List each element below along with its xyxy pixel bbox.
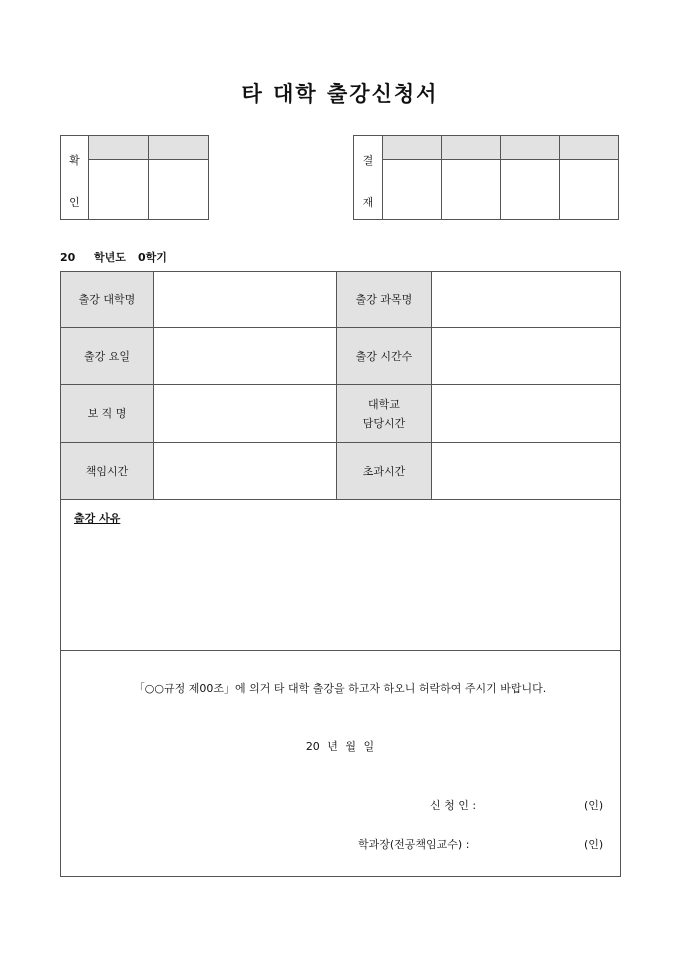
date-line: 20 년 월 일 [305, 740, 375, 753]
label-university-hours [337, 385, 432, 443]
semester-year: 20 [60, 251, 76, 264]
label-university-hours-line2: 담당시간 [362, 416, 406, 430]
label-university: 출강 대학명 [61, 272, 154, 328]
confirm-label-bottom: 인 [69, 196, 80, 209]
request-statement: 「○○규정 제00조」에 의거 타 대학 출강을 하고자 하오니 허락하여 주시기 바랍니다. [133, 682, 547, 695]
applicant-label: 신 청 인 : [430, 799, 477, 812]
application-form [60, 271, 621, 877]
label-course: 출강 과목명 [337, 272, 432, 328]
approval-label-bottom: 재 [362, 196, 374, 209]
reason-field[interactable] [61, 500, 621, 651]
approval-box [353, 135, 619, 220]
approval-label-top: 결 [362, 154, 374, 167]
confirm-sign-cell[interactable] [149, 160, 209, 220]
approval-header-cell[interactable] [560, 136, 619, 160]
label-hours: 출강 시간수 [337, 328, 432, 385]
approval-header-cell[interactable] [501, 136, 560, 160]
input-overtime[interactable] [432, 443, 621, 500]
approval-header-cell[interactable] [383, 136, 442, 160]
label-responsible-hours: 책임시간 [61, 443, 154, 500]
confirm-sign-cell[interactable] [89, 160, 149, 220]
approval-sign-cell[interactable] [501, 160, 560, 220]
input-hours[interactable] [432, 328, 621, 385]
confirm-header-cell[interactable] [149, 136, 209, 160]
confirm-box [60, 135, 209, 220]
label-position: 보 직 명 [61, 385, 154, 443]
input-responsible-hours[interactable] [154, 443, 337, 500]
label-university-hours-line1: 대학교 [368, 397, 400, 411]
reason-title: 출강 사유 [74, 512, 121, 525]
label-day: 출강 요일 [61, 328, 154, 385]
approval-sign-cell[interactable] [560, 160, 619, 220]
department-head-label: 학과장(전공책임교수) : [358, 838, 470, 851]
semester-line [60, 249, 167, 265]
label-overtime: 초과시간 [337, 443, 432, 500]
approval-header-cell[interactable] [442, 136, 501, 160]
input-day[interactable] [154, 328, 337, 385]
approval-sign-cell[interactable] [442, 160, 501, 220]
input-course[interactable] [432, 272, 621, 328]
document-title: 타 대학 출강신청서 [241, 81, 439, 106]
confirm-header-cell[interactable] [89, 136, 149, 160]
department-head-seal[interactable]: (인) [584, 838, 604, 851]
input-university[interactable] [154, 272, 337, 328]
approval-sign-cell[interactable] [383, 160, 442, 220]
confirm-label-top: 확 [69, 154, 80, 167]
applicant-seal[interactable]: (인) [584, 799, 604, 812]
semester-year-label: 학년도 [94, 251, 126, 264]
semester-term: 0학기 [138, 251, 167, 264]
input-position[interactable] [154, 385, 337, 443]
input-university-hours[interactable] [432, 385, 621, 443]
